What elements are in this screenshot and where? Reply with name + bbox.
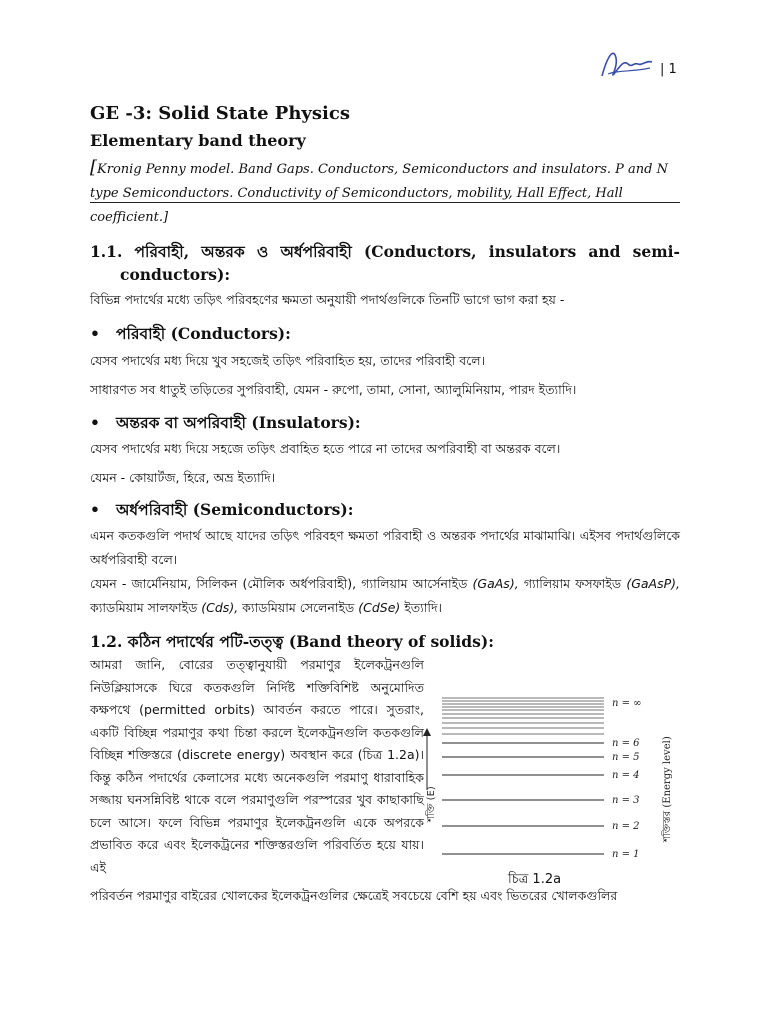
energy-level-figure	[418, 672, 680, 890]
page-subtitle: Elementary band theory	[90, 131, 306, 150]
conductors-examples: সাধারণত সব ধাতুই তড়িতের সুপরিবাহী, যেমন - রুপো, তামা, সোনা, অ্যালুমিনিয়াম, পারদ ইত্যাদি।	[90, 382, 577, 397]
insulators-definition: যেসব পদার্থের মধ্য দিয়ে সহজে তড়িৎ প্রবাহিত হতে পারে না তাদের অপরিবাহী বা অন্তরক বলে।	[90, 441, 561, 456]
level-label-6: n = 6	[612, 738, 640, 749]
syllabus-text: [Kronig Penny model. Band Gaps. Conductors, Semiconductors and insulators. P and N type Semiconductors. Conductivity of Semiconductors, mobility, Hall Effect, Hall coefficient.]	[90, 157, 668, 225]
level-label-2: n = 2	[612, 821, 640, 832]
y-axis-left-label: শক্তি (E)	[426, 786, 437, 822]
level-label-3: n = 3	[612, 795, 640, 806]
header-divider	[90, 202, 680, 203]
bullet-semiconductors: • অর্ধপরিবাহী (Semiconductors):	[90, 500, 354, 519]
bullet-conductors: • পরিবাহী (Conductors):	[90, 324, 291, 343]
level-label-1: n = 1	[612, 849, 640, 860]
conductors-definition: যেসব পদার্থের মধ্য দিয়ে খুব সহজেই তড়িৎ পরিবাহিত হয়, তাদের পরিবাহী বলে।	[90, 353, 486, 368]
bullet-insulators: • অন্তরক বা অপরিবাহী (Insulators):	[90, 413, 361, 432]
page-number: | 1	[660, 62, 677, 77]
continuation-line: পরিবর্তন পরমাণুর বাইরের খোলকের ইলেকট্রনগুলির ক্ষেত্রেই সবচেয়ে বেশি হয় এবং ভিতরের খোলকগুলির	[90, 888, 618, 903]
signature	[598, 44, 656, 84]
section-heading-1-1: 1.1. পরিবাহী, অন্তরক ও অর্ধপরিবাহী (Conductors, insulators and semi- conductors):	[90, 242, 680, 284]
section-intro: বিভিন্ন পদার্থের মধ্যে তড়িৎ পরিবহণের ক্ষমতা অনুযায়ী পদার্থগুলিকে তিনটি ভাগে ভাগ করা হয় -	[90, 292, 565, 307]
figure-caption: চিত্র 1.2a	[508, 872, 562, 887]
y-axis-right-label: শক্তিস্তর (Energy level)	[662, 736, 673, 842]
level-label-inf: n = ∞	[612, 698, 642, 709]
band-theory-body: আমরা জানি, বোরের তত্ত্বানুযায়ী পরমাণুর ইলেকট্রনগুলি নিউক্লিয়াসকে ঘিরে কতকগুলি নির্দিষ্ট শক্তিবিশিষ্ট অনুমোদিত কক্ষপথে (permitted orbits) আবর্তন করতে পারে। সুতরাং, একটি বিচ্ছিন্ন পরমাণুর কথা চিন্তা করলে ইলেকট্রনগুলি কতকগুলি বিচ্ছিন্ন শক্তিস্তরে (discrete energy) অবস্থান করে (চিত্র 1.2a)। কিন্তু কঠিন পদার্থের কেলাসের মধ্যে অনেকগুলি পরমাণু ধারাবাহিক সজ্জায় ঘনসন্নিবিষ্ট থাকে বলে পরমাণুগুলি পরস্পরের খুব কাছাকাছি চলে আসে। ফলে বিভিন্ন পরমাণুর ইলেকট্রনগুলি একে অপরকে প্রভাবিত করে এবং ইলেকট্রনের শক্তিস্তরগুলি পরিবর্তিত হয়ে যায়। এই	[90, 657, 424, 875]
level-label-5: n = 5	[612, 752, 640, 763]
level-label-4: n = 4	[612, 770, 640, 781]
page-title: GE -3: Solid State Physics	[90, 103, 350, 124]
semiconductors-examples: যেমন - জার্মেনিয়াম, সিলিকন (মৌলিক অর্ধপরিবাহী), গ্যালিয়াম আর্সেনাইড (GaAs), গ্যালিয়াম ফসফাইড (GaAsP), ক্যাডমিয়াম সালফাইড (Cds), ক্যাডমিয়াম সেলেনাইড (CdSe) ইত্যাদি।	[90, 576, 680, 615]
insulators-examples: যেমন - কোয়ার্টজ, হিরে, অভ্র ইত্যাদি।	[90, 470, 276, 485]
semiconductors-definition: এমন কতকগুলি পদার্থ আছে যাদের তড়িৎ পরিবহণ ক্ষমতা পরিবাহী ও অন্তরক পদার্থের মাঝামাঝি। এইসব পদার্থগুলিকে অর্ধপরিবাহী বলে।	[90, 528, 680, 567]
section-heading-1-2: 1.2. কঠিন পদার্থের পটি-তত্ত্ব (Band theory of solids):	[90, 632, 494, 651]
